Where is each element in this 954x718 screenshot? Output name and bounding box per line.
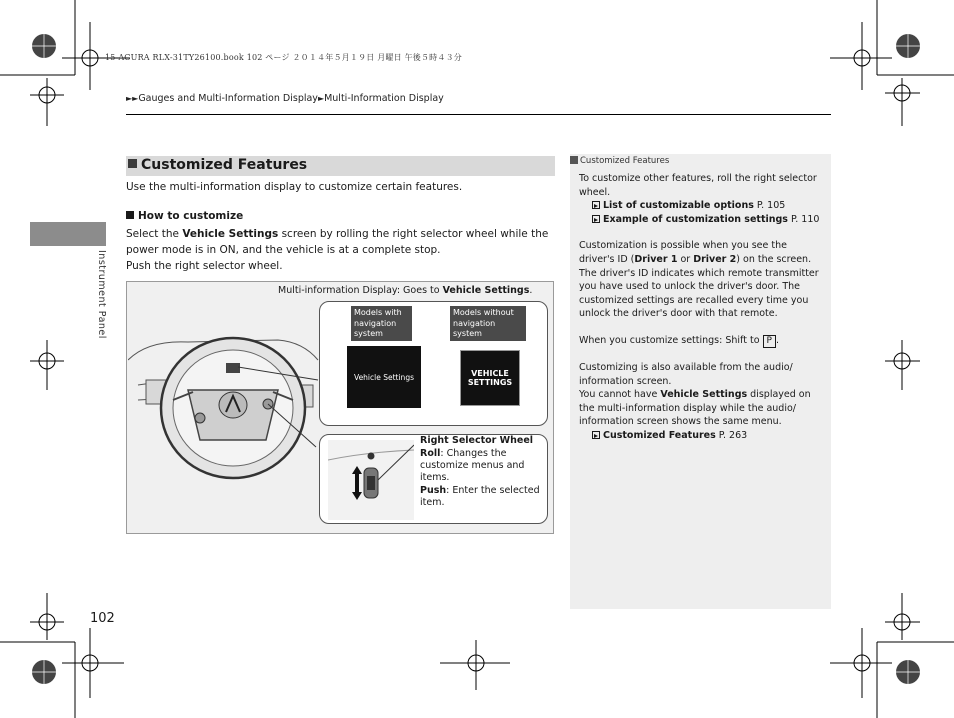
xref-icon — [592, 201, 600, 209]
note-body — [579, 172, 823, 443]
section-title: Customized Features — [128, 157, 307, 173]
xref-icon — [592, 431, 600, 439]
breadcrumb-arrows: ►► — [126, 94, 139, 103]
square-bullet-icon — [128, 159, 137, 168]
breadcrumb-part1[interactable]: Gauges and Multi-Information Display — [138, 93, 318, 104]
note-p4: When you customize settings: Shift to P . — [579, 334, 779, 346]
park-key: P — [763, 335, 776, 348]
note-marker-icon — [570, 156, 578, 164]
breadcrumb-part2[interactable]: Multi-Information Display — [324, 93, 444, 104]
note-heading: Customized Features — [570, 156, 669, 166]
selector-wheel-illustration — [328, 440, 414, 520]
note-p5: Customizing is also available from the audio/ information screen. — [579, 361, 793, 387]
xref-example-settings[interactable]: Example of customization settings P. 110 — [579, 213, 823, 227]
label-without-navigation: Models without navigation system — [450, 306, 526, 341]
label-with-navigation: Models with navigation system — [351, 306, 412, 341]
square-bullet-icon — [126, 211, 134, 219]
screen-vehicle-settings-nav: Vehicle Settings — [347, 346, 421, 408]
selector-wheel-description: Right Selector Wheel Roll: Changes the customize menus and items. Push: Enter the selected item. — [420, 435, 540, 508]
side-tab — [30, 222, 106, 246]
figure-caption: Multi-information Display: Goes to Vehicle Settings. — [278, 285, 533, 296]
breadcrumb — [126, 93, 444, 104]
xref-customized-features[interactable]: Customized Features P. 263 — [579, 429, 823, 443]
breadcrumb-separator: ► — [317, 94, 325, 103]
screen-vehicle-settings-nonav: VEHICLE SETTINGS — [460, 350, 520, 406]
side-label: Instrument Panel — [96, 250, 107, 339]
note-p2: Customization is possible when you see the driver's ID (Driver 1 or Driver 2) on the screen. — [579, 240, 812, 265]
page-number: 102 — [90, 611, 115, 626]
instruction-paragraph: Select the Vehicle Settings screen by rolling the right selector wheel while the power mode is in ON, and the vehicle is at a complete stop. Push the right selector wheel. — [126, 228, 549, 272]
section-intro: Use the multi-information display to customize certain features. — [126, 181, 463, 193]
xref-list-options[interactable]: List of customizable options P. 105 — [579, 199, 823, 213]
file-header: 15 ACURA RLX-31TY26100.book 102 ページ ２０１４年５月１９日 月曜日 午後５時４３分 — [105, 53, 462, 62]
note-p6: You cannot have Vehicle Settings displayed on the multi-information display while the audio/ information screen shows the same menu. — [579, 389, 811, 428]
note-p1: To customize other features, roll the right selector wheel. — [579, 173, 817, 198]
xref-icon — [592, 215, 600, 223]
steering-wheel-illustration — [128, 330, 328, 520]
subheading: How to customize — [126, 210, 243, 222]
note-p3: The driver's ID indicates which remote transmitter you have used to unlock the driver's door. The customized settings are recalled every time you unlock the driver's door with that remote. — [579, 267, 819, 320]
header-rule — [126, 114, 831, 115]
